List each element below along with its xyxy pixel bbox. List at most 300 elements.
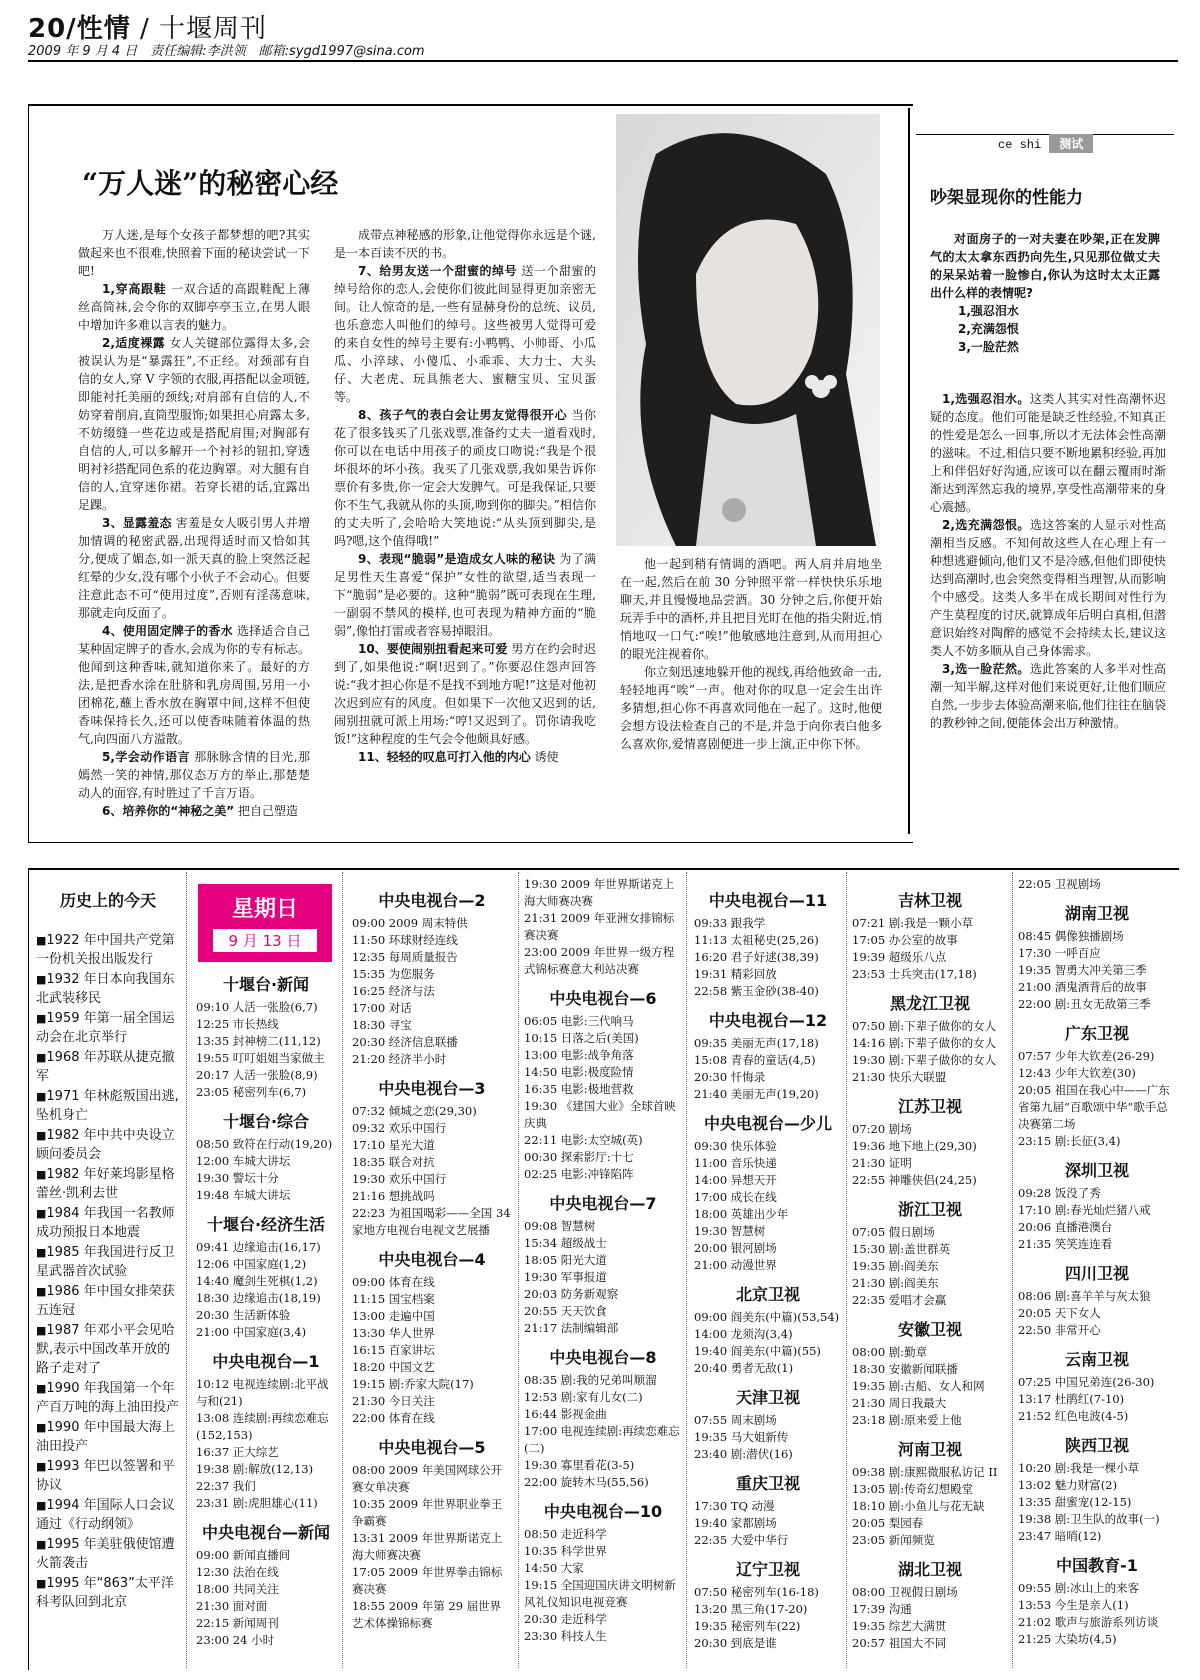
program-entry: 18:00 英雄出少年 xyxy=(694,1207,789,1221)
program-entry: 13:02 魅力财富(2) xyxy=(1018,1478,1118,1492)
channel-block xyxy=(196,1349,336,1512)
channel-block xyxy=(852,1197,1008,1309)
channel-name: 中央电视台—新闻 xyxy=(201,1523,330,1542)
history-item xyxy=(36,1126,180,1164)
program-entry: 20:03 防务新观察 xyxy=(524,1287,619,1301)
program-entry: 23:00 24 小时 xyxy=(196,1633,275,1647)
program-entry: 21:16 想挑战吗 xyxy=(352,1189,435,1203)
program-entry: 23:31 剧:虎胆雄心(11) xyxy=(196,1496,318,1510)
program-entry: 21:00 中国家庭(3,4) xyxy=(196,1325,307,1339)
program-entry: 06:05 电影:三代响马 xyxy=(524,1014,634,1028)
article-paragraph xyxy=(334,406,596,550)
tv-column-2 xyxy=(352,880,512,1632)
program-entry: 10:15 日落之后(美国) xyxy=(524,1031,639,1045)
square-bullet-icon: ■ xyxy=(36,973,47,986)
quiz-tag-en: ce shi xyxy=(998,138,1042,152)
program-entry: 19:38 剧:卫生队的故事(一) xyxy=(1018,1512,1160,1526)
history-list xyxy=(36,931,180,1612)
article-paragraph: 你立刻迅速地躲开他的视线,再给他致命一击,轻轻地再“唉”一声。他对你的叹息一定会生出许多猜想,担心你不再喜欢同他在一起了。这时,他便会想方设法检查自己的不是,并急于向你表白他多么喜欢你,爱情喜剧便进一步上演,正中你下怀。 xyxy=(620,665,882,751)
program-entry: 21:30 证明 xyxy=(852,1156,912,1170)
channel-block xyxy=(1018,901,1176,1013)
article-paragraph xyxy=(78,226,310,280)
program-entry: 19:30 《建国大业》全球首映庆典 xyxy=(524,1099,676,1130)
article-subhead: 9、表现“脆弱”是造成女人味的秘诀 xyxy=(358,552,556,566)
program-entry: 19:15 全国迎国庆讲文明树新风礼仪知识电视竞赛 xyxy=(524,1578,676,1609)
program-entry: 12:43 少年大钦差(30) xyxy=(1018,1066,1136,1080)
program-entry: 19:35 马大姐新传 xyxy=(694,1430,789,1444)
page-number: 20/ xyxy=(28,14,77,44)
article-paragraph xyxy=(78,280,310,334)
history-item-text: 1990 年中国最大海上油田投产 xyxy=(36,1420,175,1454)
channel-name: 湖南卫视 xyxy=(1064,904,1129,923)
article-subhead: 2,适度裸露 xyxy=(102,336,166,350)
history-item xyxy=(36,970,180,1008)
article-subhead: 4、使用固定牌子的香水 xyxy=(102,624,233,638)
channel-name: 江苏卫视 xyxy=(897,1097,962,1116)
article-paragraph xyxy=(334,226,596,262)
program-entry: 22:58 紫玉金砂(38-40) xyxy=(694,984,819,998)
square-bullet-icon: ■ xyxy=(36,1538,47,1551)
channel-name: 中央电视台—5 xyxy=(378,1438,486,1457)
portrait-photo xyxy=(616,114,880,546)
program-entry: 12:53 剧:家有儿女(二) xyxy=(524,1390,643,1404)
program-entry: 16:35 电影:极地营救 xyxy=(524,1082,634,1096)
program-entry: 13:35 甜蜜宠(12-15) xyxy=(1018,1495,1132,1509)
program-entry: 20:05 天下女人 xyxy=(1018,1306,1101,1320)
program-entry: 14:16 剧:下辈子做你的女人 xyxy=(852,1036,997,1050)
program-entry: 08:00 2009 年美国网球公开赛女单决赛 xyxy=(352,1463,503,1494)
channel-block xyxy=(352,1247,512,1427)
history-item xyxy=(36,1379,180,1417)
channel-block xyxy=(694,1385,842,1463)
program-entry: 11:13 太祖秘史(25,26) xyxy=(694,933,819,947)
square-bullet-icon: ■ xyxy=(36,1324,47,1337)
quiz-option: 3,一脸茫然 xyxy=(958,340,1019,354)
tv-column-6 xyxy=(1018,876,1176,1648)
program-entry: 22:35 爱唱才会赢 xyxy=(852,1293,947,1307)
channel-name: 湖北卫视 xyxy=(897,1560,962,1579)
channel-block xyxy=(196,972,336,1101)
program-entry: 13:20 黑三角(17-20) xyxy=(694,1602,808,1616)
channel-name: 中央电视台—11 xyxy=(708,891,828,910)
channel-block xyxy=(1018,1347,1176,1425)
program-entry: 14:50 电影:极度险情 xyxy=(524,1065,634,1079)
program-entry: 08:45 偶像独播剧场 xyxy=(1018,929,1124,943)
article-paragraph-text: 女人关键部位露得太多,会被误认为是“暴露狂”,不正经。对颈部有自信的女人,穿 V 字领的衣服,再搭配以金项链,即能衬托美丽的颈线;对肩部有自信的人,不妨穿着削肩,直筒型服饰;如果担心肩露太多,不妨缀缝一些花边或是搭配肩围;对胸部有自信的人,可以多解开一个衬衫的钮扣,穿透明衬衫搭配同色系的花边胸罩。对大腿有自信的人,宜穿迷你裙。若穿长裙的话,宜露出足踝。 xyxy=(78,336,310,512)
history-item-text: 1932 年日本向我国东北武装移民 xyxy=(36,972,175,1006)
channel-block xyxy=(852,1094,1008,1189)
program-entry: 07:32 倾城之恋(29,30) xyxy=(352,1104,477,1118)
tv-column-5 xyxy=(852,880,1008,1652)
program-entry: 22:00 剧:丑女无敌第三季 xyxy=(1018,997,1151,1011)
program-entry: 17:39 沟通 xyxy=(852,1602,912,1616)
program-entry: 19:30 剧:下辈子做你的女人 xyxy=(852,1053,997,1067)
article-paragraph-text: 诱使 xyxy=(534,750,559,764)
channel-block xyxy=(352,888,512,1068)
program-entry: 13:30 华人世界 xyxy=(352,1326,435,1340)
program-entry: 07:20 剧场 xyxy=(852,1122,912,1136)
channel-name: 陕西卫视 xyxy=(1064,1436,1129,1455)
channel-name: 吉林卫视 xyxy=(897,891,962,910)
program-entry: 10:12 电视连续剧:北平战与和(21) xyxy=(196,1377,329,1408)
program-entry: 17:10 星光大道 xyxy=(352,1138,435,1152)
column-divider xyxy=(1012,872,1013,1668)
program-entry: 19:15 剧:乔家大院(17) xyxy=(352,1377,474,1391)
channel-block xyxy=(694,1557,842,1652)
quiz-answer-text: 这类人其实对性高潮怀迟疑的态度。他们可能是缺乏性经验,不知真正的性爱是怎么一回事,所以才无法体会性高潮的滋味。不过,相信只要不断地累积经验,再加上和伴侣好好沟通,应该可以在翻云覆雨时渐渐达到浑然忘我的境界,享受性高潮带来的身心震撼。 xyxy=(930,392,1166,514)
history-item xyxy=(36,1165,180,1203)
history-item xyxy=(36,1009,180,1047)
square-bullet-icon: ■ xyxy=(36,1382,47,1395)
program-entry: 19:35 综艺大满贯 xyxy=(852,1619,947,1633)
channel-block xyxy=(352,1076,512,1239)
article-paragraph xyxy=(78,514,310,622)
article-paragraph-text: 为了满足男性天生喜爱“保护”女性的欲望,适当表现一下“脆弱”是必要的。这种“脆弱”既可表现在生理,一副弱不禁风的模样,也可表现为精神方面的“脆弱”,像怕打雷或者容易掉眼泪。 xyxy=(334,552,596,638)
channel-name: 十堰台·经济生活 xyxy=(206,1215,326,1234)
program-entry: 22:15 新闻周刊 xyxy=(196,1616,279,1630)
program-entry: 21:30 周日我最大 xyxy=(852,1396,947,1410)
article-paragraph-text: 送一个甜蜜的绰号给你的恋人,会使你们彼此间显得更加亲密无间。让人惊奇的是,一些有显赫身份的总统、议员,也乐意恋人叫他们的绰号。这些被男人觉得可爱的来自女性的绰号主要有:小鸭鸭、小帅哥、小瓜瓜、小淬球、小傻瓜、小乖乖、大力士、大头仔、大老虎、玩具熊老大、蜜糖宝贝、宝贝蛋等。 xyxy=(334,264,596,404)
channel-block xyxy=(852,1317,1008,1429)
article-paragraph-text: 那脉脉含情的目光,那嫣然一笑的神情,那仪态万方的举止,那楚楚动人的面容,有时胜过了千言万语。 xyxy=(78,750,310,800)
article-paragraph-text: 当你花了很多钱买了几张戏票,准备约丈夫一道看戏时,你可以在电话中用孩子的顽皮口吻说:“我是个很坏很坏的坏小孩。我买了几张戏票,我如果告诉你票价有多贵,你一定会大发脾气。可是我保证,只要你不生气,我就从你的头顶,吻到你的脚尖。”相信你的丈夫听了,会哈哈大笑地说:“从头顶到脚尖,是吗?嗯,这个值得哦!” xyxy=(334,408,596,548)
quiz-tag xyxy=(990,134,1093,153)
program-entry: 21:20 经济半小时 xyxy=(352,1052,447,1066)
program-entry: 11:15 国宝档案 xyxy=(352,1292,435,1306)
program-entry: 19:40 阎美东(中篇)(55) xyxy=(694,1344,821,1358)
program-entry: 20:05 祖国在我心中——广东省第九届“百歌颂中华”歌手总决赛第二场 xyxy=(1018,1083,1170,1131)
program-entry: 19:31 精彩回放 xyxy=(694,967,777,981)
program-entry: 12:35 每周质量报告 xyxy=(352,950,458,964)
program-entry: 19:30 智慧树 xyxy=(694,1224,766,1238)
article-subhead: 7、给男友送一个甜蜜的绰号 xyxy=(358,264,518,278)
program-entry: 12:25 市长热线 xyxy=(196,1017,279,1031)
program-entry: 23:18 剧:原来爱上他 xyxy=(852,1413,962,1427)
program-entry: 16:37 正大综艺 xyxy=(196,1445,279,1459)
program-entry: 13:00 电影:战争角落 xyxy=(524,1048,634,1062)
history-item-text: 1993 年巴以签署和平协议 xyxy=(36,1459,175,1493)
channel-name: 中央电视台—7 xyxy=(549,1194,657,1213)
history-item xyxy=(36,1496,180,1534)
program-entry: 19:35 智勇大冲关第三季 xyxy=(1018,963,1147,977)
program-entry: 15:08 青春的童话(4,5) xyxy=(694,1053,816,1067)
channel-name: 中央电视台—8 xyxy=(549,1348,657,1367)
program-entry: 07:50 剧:下辈子做你的女人 xyxy=(852,1019,997,1033)
dateline: 2009 年 9 月 4 日 责任编辑:李洪领 邮箱:sygd1997@sina.com xyxy=(28,44,425,59)
program-entry: 21:52 红色电波(4-5) xyxy=(1018,1409,1129,1423)
article-paragraph xyxy=(334,640,596,748)
program-entry: 20:40 勇者无敌(1) xyxy=(694,1361,794,1375)
sidebar-divider xyxy=(908,108,910,834)
program-entry: 17:30 一呼百应 xyxy=(1018,946,1101,960)
square-bullet-icon: ■ xyxy=(36,1421,47,1434)
program-entry: 12:30 法治在线 xyxy=(196,1565,279,1579)
channel-block xyxy=(1018,876,1176,893)
history-item-text: 1990 年我国第一个年产百万吨的海上油田投产 xyxy=(36,1381,180,1415)
article-paragraph xyxy=(78,748,310,802)
channel-name: 中央电视台—2 xyxy=(378,891,486,910)
program-entry: 20:30 到底是谁 xyxy=(694,1636,777,1650)
program-entry: 19:38 剧:解放(12,13) xyxy=(196,1462,314,1476)
article-paragraph xyxy=(78,334,310,514)
channel-name: 四川卫视 xyxy=(1064,1264,1129,1283)
article-column-3 xyxy=(620,555,882,753)
column-divider xyxy=(518,872,519,1668)
tv-column-1 xyxy=(196,964,336,1649)
program-entry: 10:20 剧:我是一棵小草 xyxy=(1018,1461,1140,1475)
program-entry: 09:55 剧:冰山上的来客 xyxy=(1018,1581,1140,1595)
channel-block xyxy=(694,1008,842,1103)
program-entry: 14:00 龙须沟(3,4) xyxy=(694,1327,793,1341)
channel-block xyxy=(196,1212,336,1341)
program-entry: 19:55 叮叮姐姐当家做主 xyxy=(196,1051,325,1065)
program-entry: 07:57 少年大钦差(26-29) xyxy=(1018,1049,1155,1063)
program-entry: 11:00 音乐快递 xyxy=(694,1156,777,1170)
program-entry: 17:00 电视连续剧:再续恋难忘(二) xyxy=(524,1424,680,1455)
program-entry: 13:35 封神榜二(11,12) xyxy=(196,1034,321,1048)
program-entry: 16:20 君子好逑(38,39) xyxy=(694,950,819,964)
history-item-text: 1982 年好莱坞影星格蕾丝·凯利去世 xyxy=(36,1167,175,1201)
channel-block xyxy=(1018,1261,1176,1339)
article-paragraph-text: 男方在约会时迟到了,如果他说:“啊!迟到了。”你要忍住怨声回答说:“我才担心你是不是找不到地方呢!”这是对他初次迟到应有的风度。但如果下一次他又迟到的话,闹别扭就可派上用场:“哼!又迟到了。罚你请我吃饭!”这种程度的生气会令他颇具好感。 xyxy=(334,642,596,746)
channel-block xyxy=(1018,1021,1176,1150)
program-entry: 17:30 TQ 动漫 xyxy=(694,1499,775,1513)
channel-block xyxy=(524,876,682,978)
column-divider xyxy=(186,872,187,1668)
history-item xyxy=(36,1048,180,1086)
article-paragraph-text: 万人迷,是每个女孩子都梦想的吧?其实做起来也不很难,快照着下面的秘诀尝试一下吧! xyxy=(78,228,310,278)
program-entry: 14:00 异想天开 xyxy=(694,1173,777,1187)
history-item xyxy=(36,1087,180,1125)
program-entry: 21:02 歌声与旅游系列访谈 xyxy=(1018,1615,1159,1629)
quiz-answer-title: 1,选强忍泪水。 xyxy=(942,392,1030,406)
program-entry: 18:20 中国文艺 xyxy=(352,1360,435,1374)
history-item xyxy=(36,1535,180,1573)
quiz-option: 1,强忍泪水 xyxy=(958,304,1019,318)
program-entry: 19:35 剧:阎美东 xyxy=(852,1259,939,1273)
quiz-tag-zh: 测试 xyxy=(1049,134,1093,153)
channel-block xyxy=(196,1520,336,1649)
channel-block xyxy=(352,1435,512,1632)
program-entry: 15:30 剧:盖世群英 xyxy=(852,1242,951,1256)
article-paragraph xyxy=(334,748,596,766)
program-entry: 10:35 科学世界 xyxy=(524,1544,607,1558)
program-entry: 09:41 边缘追击(16,17) xyxy=(196,1240,321,1254)
history-item-text: 1982 年中共中央设立顾问委员会 xyxy=(36,1128,175,1162)
program-entry: 15:34 超级战士 xyxy=(524,1236,607,1250)
program-entry: 22:05 卫视剧场 xyxy=(1018,877,1101,891)
tv-column-4 xyxy=(694,880,842,1652)
program-entry: 13:05 剧:传奇幻想殿堂 xyxy=(852,1482,974,1496)
program-entry: 20:30 生活新体验 xyxy=(196,1308,291,1322)
quiz-option: 2,充满怨恨 xyxy=(958,322,1019,336)
channel-name: 云南卫视 xyxy=(1064,1350,1129,1369)
quiz-answer-text: 选此答案的人多半对性高潮一知半解,这样对他们来说更好,让他们顺应自然,一步步去体验高潮来临,他们往往在脑袋的教秒钟之间,便能体会出万种激情。 xyxy=(930,662,1166,730)
program-entry: 11:50 环球财经连线 xyxy=(352,933,458,947)
program-entry: 22:37 我们 xyxy=(196,1479,256,1493)
program-entry: 18:10 剧:小鱼儿与花无缺 xyxy=(852,1499,985,1513)
program-entry: 02:25 电影:冲锋陷阵 xyxy=(524,1167,634,1181)
program-entry: 19:35 剧:古船、女人和网 xyxy=(852,1379,985,1393)
history-item-text: 1959 年第一届全国运动会在北京举行 xyxy=(36,1011,175,1045)
program-entry: 08:00 剧:勤章 xyxy=(852,1345,928,1359)
channel-name: 黑龙江卫视 xyxy=(889,994,970,1013)
program-entry: 18:30 边缘追击(18,19) xyxy=(196,1291,321,1305)
program-entry: 20:00 银河剧场 xyxy=(694,1241,777,1255)
section-name: 性情 xyxy=(76,14,131,44)
program-entry: 20:57 祖国大不同 xyxy=(852,1636,947,1650)
broadcast-date: 9 月 13 日 xyxy=(213,929,317,952)
channel-name: 中央电视台—10 xyxy=(543,1502,663,1521)
history-item xyxy=(36,1321,180,1378)
paper-name: 十堰周刊 xyxy=(159,14,268,44)
channel-name: 中央电视台—少儿 xyxy=(703,1114,832,1133)
program-entry: 20:06 直播港澳台 xyxy=(1018,1220,1113,1234)
square-bullet-icon: ■ xyxy=(36,1460,47,1473)
history-item-text: 1986 年中国女排荣获五连冠 xyxy=(36,1284,175,1318)
program-entry: 15:35 为您服务 xyxy=(352,967,435,981)
quiz-answer-text: 选这答案的人显示对性高潮相当反感。不知何故这些人在心理上有一种想逃避倾向,他们又不是冷感,但他们即使快达到高潮时,也会突然变得相当理智,从而影响个中感受。这类人多半在成长期间对性行为产生莫程度的讨厌,就算成年后明白真相,但潜意识始终对陶醉的感觉不会持续太长,建议这类人不妨多顺从自己身体需求。 xyxy=(930,518,1166,658)
program-entry: 19:30 军事报道 xyxy=(524,1270,607,1284)
channel-name: 中国教育-1 xyxy=(1056,1556,1138,1575)
program-entry: 20:55 天天饮食 xyxy=(524,1304,607,1318)
quiz-answer xyxy=(930,390,1166,516)
square-bullet-icon: ■ xyxy=(36,1051,47,1064)
channel-name: 中央电视台—12 xyxy=(708,1011,828,1030)
program-entry: 19:36 地下地上(29,30) xyxy=(852,1139,977,1153)
history-item xyxy=(36,1204,180,1242)
channel-block xyxy=(524,1499,682,1645)
tv-column-3 xyxy=(524,876,682,1645)
quiz-answers xyxy=(930,390,1166,732)
program-entry: 08:50 走近科学 xyxy=(524,1527,607,1541)
program-entry: 08:35 剧:我的兄弟叫顺溜 xyxy=(524,1373,657,1387)
program-entry: 21:35 笑笑连连看 xyxy=(1018,1237,1113,1251)
square-bullet-icon: ■ xyxy=(36,1012,47,1025)
program-entry: 16:15 百家讲坛 xyxy=(352,1343,435,1357)
article-paragraph-text: 选择适合自己某种固定牌子的香水,会成为你的专有标志。他闻到这种香味,就知道你来了。最好的方法,是把香水涂在肚脐和乳房周围,另用一小团棉花,蘸上香水放在胸罩中间,这样不但使香味保持长久,还可以使香味随着体温的热气,向四面八方溢散。 xyxy=(78,624,310,746)
square-bullet-icon: ■ xyxy=(36,1499,47,1512)
square-bullet-icon: ■ xyxy=(36,1577,47,1590)
quiz-answer xyxy=(930,660,1166,732)
article-paragraph-text: 成带点神秘感的形象,让他觉得你永远是个谜,是一本百读不厌的书。 xyxy=(334,228,596,260)
history-today xyxy=(36,888,180,1613)
article-paragraph-text: 害羞是女人吸引男人并增加情调的秘密武器,出现得适时而又恰如其分,便成了媚态,如一派天真的脸上突然泛起红晕的少女,没有哪个小伙子不会动心。但要注意此态不可“使用过度”,否则有淫荡意味,那就走向反面了。 xyxy=(78,516,310,620)
article-paragraph-text: 把自己塑造 xyxy=(237,804,298,818)
program-entry: 18:55 2009 年第 29 届世界艺术体操锦标赛 xyxy=(352,1599,502,1630)
history-item-text: 1922 年中国共产党第一份机关报出版发行 xyxy=(36,933,175,967)
quiz-title: 吵架显现你的性能力 xyxy=(930,188,1083,208)
program-entry: 09:28 饭没了秀 xyxy=(1018,1186,1101,1200)
history-item xyxy=(36,1243,180,1281)
history-item-text: 1984 年我国一名教师成功预报日本地震 xyxy=(36,1206,175,1240)
program-entry: 09:33 跟我学 xyxy=(694,916,766,930)
program-entry: 09:10 人活一张脸(6,7) xyxy=(196,1000,318,1014)
program-entry: 21:17 法制编辑部 xyxy=(524,1321,619,1335)
channel-name: 安徽卫视 xyxy=(897,1320,962,1339)
square-bullet-icon: ■ xyxy=(36,1129,47,1142)
program-entry: 22:00 体育在线 xyxy=(352,1411,435,1425)
program-entry: 20:30 忏悔录 xyxy=(694,1070,766,1084)
program-entry: 18:05 阳光大道 xyxy=(524,1253,607,1267)
program-entry: 08:50 致符在行动(19,20) xyxy=(196,1137,333,1151)
program-entry: 19:48 车城大讲坛 xyxy=(196,1188,291,1202)
channel-block xyxy=(852,1557,1008,1652)
program-entry: 13:00 走遍中国 xyxy=(352,1309,435,1323)
square-bullet-icon: ■ xyxy=(36,1168,47,1181)
history-item xyxy=(36,931,180,969)
channel-block xyxy=(852,888,1008,983)
quiz-question xyxy=(930,230,1160,356)
history-item-text: 1995 年美驻俄使馆遭火箭袭击 xyxy=(36,1537,175,1571)
column-divider xyxy=(342,872,343,1668)
channel-name: 中央电视台—4 xyxy=(378,1250,486,1269)
channel-block xyxy=(694,888,842,1000)
quiz-answer-title: 2,选充满怨恨。 xyxy=(942,518,1030,532)
history-item xyxy=(36,1282,180,1320)
channel-name: 天津卫视 xyxy=(735,1388,800,1407)
channel-block xyxy=(196,1109,336,1204)
article-paragraph-text: 一双合适的高跟鞋配上薄丝高筒袜,会令你的双脚亭亭玉立,在男人眼中增加许多难以言表的魅力。 xyxy=(78,282,310,332)
program-entry: 09:00 2009 周末特供 xyxy=(352,916,468,930)
history-item-text: 1987 年邓小平会见哈默,表示中国改革开放的路子走对了 xyxy=(36,1323,175,1376)
history-title: 历史上的今天 xyxy=(59,891,156,910)
program-entry: 21:30 今日关注 xyxy=(352,1394,435,1408)
article-subhead: 10、要使闹别扭看起来可爱 xyxy=(358,642,508,656)
program-entry: 17:10 剧:春光灿烂猪八戒 xyxy=(1018,1203,1151,1217)
program-entry: 14:50 大家 xyxy=(524,1561,584,1575)
channel-block xyxy=(694,1471,842,1549)
program-entry: 23:15 剧:长征(3,4) xyxy=(1018,1134,1121,1148)
header-rule xyxy=(28,60,1178,62)
program-entry: 18:30 安徽新闻联播 xyxy=(852,1362,958,1376)
program-entry: 17:00 对话 xyxy=(352,1001,412,1015)
program-entry: 17:05 2009 年世界拳击锦标赛决赛 xyxy=(352,1565,503,1596)
history-item-text: 1971 年林彪叛国出逃,坠机身亡 xyxy=(36,1089,179,1123)
program-entry: 21:31 2009 年亚洲女排锦标赛决赛 xyxy=(524,911,675,942)
history-item xyxy=(36,1457,180,1495)
program-entry: 19:30 警坛十分 xyxy=(196,1171,279,1185)
program-entry: 16:44 影视金曲 xyxy=(524,1407,607,1421)
program-entry: 08:06 剧:喜羊羊与灰太狼 xyxy=(1018,1289,1151,1303)
program-entry: 09:30 快乐体验 xyxy=(694,1139,777,1153)
channel-block xyxy=(852,991,1008,1086)
masthead-separator: / xyxy=(130,14,159,44)
article-subhead: 5,学会动作语言 xyxy=(102,750,190,764)
quiz-question-text: 对面房子的一对夫妻在吵架,正在发脾气的太太拿东西扔向先生,只见那位做丈夫的呆呆站着一脸惨白,你认为这时太太正露出什么样的表情呢? xyxy=(930,232,1160,300)
program-entry: 21:00 酒鬼酒背后的故事 xyxy=(1018,980,1147,994)
article-subhead: 8、孩子气的表白会让男友觉得很开心 xyxy=(358,408,568,422)
channel-block xyxy=(1018,1433,1176,1545)
column-divider xyxy=(846,872,847,1668)
program-entry: 19:35 秘密列车(22) xyxy=(694,1619,801,1633)
program-entry: 16:25 经济与法 xyxy=(352,984,435,998)
program-entry: 07:50 秘密列车(16-18) xyxy=(694,1585,819,1599)
history-item-text: 1994 年国际人口会议通过《行动纲领》 xyxy=(36,1498,175,1532)
program-entry: 23:05 新闻频览 xyxy=(852,1533,935,1547)
program-entry: 17:00 成长在线 xyxy=(694,1190,777,1204)
program-entry: 22:00 旋转木马(55,56) xyxy=(524,1475,649,1489)
program-entry: 14:40 魔剑生死棋(1,2) xyxy=(196,1274,318,1288)
program-entry: 21:30 快乐大联盟 xyxy=(852,1070,947,1084)
article-column-2 xyxy=(334,226,596,766)
channel-block xyxy=(524,1191,682,1337)
program-entry: 12:06 中国家庭(1,2) xyxy=(196,1257,307,1271)
program-entry: 08:00 卫视假日剧场 xyxy=(852,1585,958,1599)
broadcast-day-badge xyxy=(198,884,332,962)
program-entry: 20:30 经济信息联播 xyxy=(352,1035,458,1049)
program-entry: 10:35 2009 年世界职业拳王争霸赛 xyxy=(352,1497,503,1528)
